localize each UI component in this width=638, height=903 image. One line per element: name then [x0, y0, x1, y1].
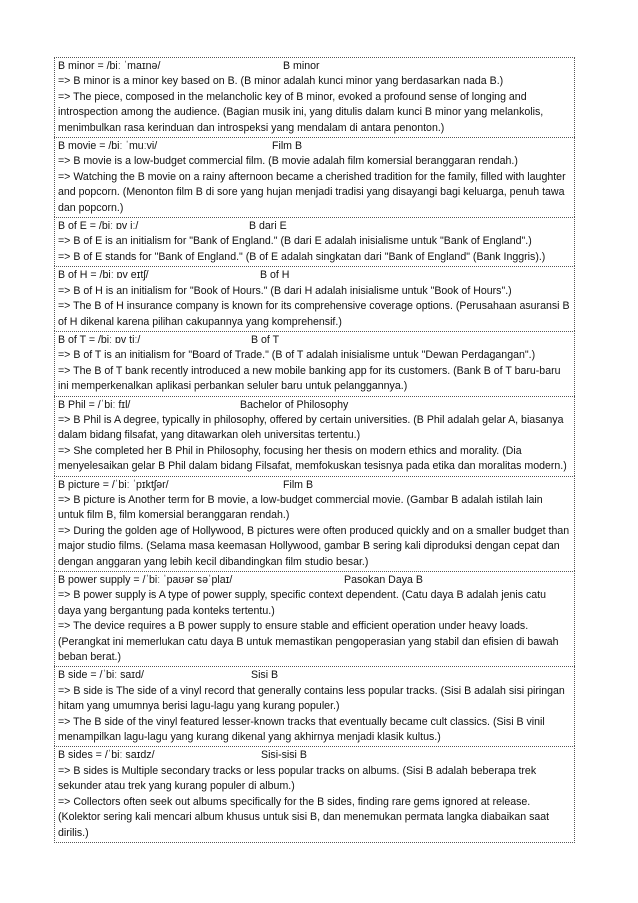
entry-example: => Watching the B movie on a rainy afternoon became a cherished tradition for the family, filled with laughter and popcorn. (Menonton film B di sore yang hujan menjadi tradisi yang disayangi bagi keluarga, penuh tawa dan popcorn.) [58, 170, 566, 214]
entry-term: B movie = /biː ˈmuːvi/ [58, 140, 158, 153]
entry-example: => The piece, composed in the melancholic key of B minor, evoked a profound sense of longing and introspection among the audience. (Bagian musik ini, yang ditulis dalam kunci B minor yang melankolis, menimbulkan rasa kerinduan dan introspeksi yang mendalam di antara penonton.) [58, 90, 544, 134]
entry-b-phil [54, 396, 575, 476]
entry-example: => B of E stands for "Bank of England." (B of E adalah singkatan dari "Bank of England" (Bank Inggris).) [58, 250, 546, 263]
entry-translation: Bachelor of Philosophy [240, 398, 349, 411]
entry-translation: B of T [251, 333, 280, 346]
entry-definition: => B of E is an initialism for "Bank of England." (B dari E adalah inisialisme untuk "Bank of England".) [58, 235, 532, 248]
entry-translation: Film B [283, 478, 314, 491]
entry-term: B side = /ˈbiː saɪd/ [58, 669, 144, 682]
entry-b-of-h [54, 266, 575, 331]
entry-b-sides [54, 746, 575, 842]
entry-definition: => B power supply is A type of power supply, specific context dependent. (Catu daya B adalah jenis catu daya yang bergantung pada konteks tertentu.) [58, 589, 546, 617]
entry-b-of-e [54, 217, 575, 266]
entry-example: => She completed her B Phil in Philosophy, focusing her thesis on modern ethics and morality. (Dia menyelesaikan gelar B Phil dalam bidang Filsafat, memfokuskan tesisnya pada etika dan moralitas modern.) [58, 444, 567, 473]
entry-translation: Pasokan Daya B [344, 574, 423, 586]
entry-example: => Collectors often seek out albums specifically for the B sides, finding rare gems ignored at release. (Kolektor sering kali mencari album khusus untuk sisi B, dan menemukan permata langka diabaikan saat dirilis.) [58, 795, 550, 839]
entry-b-side [54, 666, 575, 746]
entry-translation: B of H [260, 269, 290, 282]
entry-translation: Film B [272, 140, 303, 153]
entry-term: B minor = /biː ˈmaɪnə/ [58, 60, 161, 72]
entry-definition: => B sides is Multiple secondary tracks or less popular tracks on albums. (Sisi B adalah beberapa trek sekunder atau trek yang kurang populer di album.) [58, 764, 537, 793]
entry-b-movie [54, 137, 575, 217]
entry-definition: => B Phil is A degree, typically in philosophy, offered by certain universities. (B Phil adalah gelar A, biasanya dalam bidang filsafat, yang ditawarkan oleh universitas tertentu.) [58, 413, 564, 442]
entry-term: B sides = /ˈbiː saɪdz/ [58, 749, 155, 762]
entry-definition: => B movie is a low-budget commercial film. (B movie adalah film komersial beranggaran rendah.) [58, 155, 518, 168]
entry-term: B of E = /biː ɒv iː/ [58, 220, 139, 233]
entry-term: B Phil = /ˈbiː fɪl/ [58, 398, 131, 411]
entry-translation: B dari E [249, 220, 287, 233]
entry-definition: => B minor is a minor key based on B. (B minor adalah kunci minor yang berdasarkan nada B.) [58, 75, 504, 88]
entry-term: B power supply = /ˈbiː ˈpaʊər səˈplaɪ/ [58, 574, 233, 586]
entry-b-picture [54, 476, 575, 571]
entry-definition: => B of T is an initialism for "Board of Trade." (B of T adalah inisialisme untuk "Dewan Perdagangan".) [58, 349, 536, 362]
entry-translation: Sisi-sisi B [261, 749, 307, 762]
entry-term: B of H = /biː ɒv eɪtʃ/ [58, 269, 149, 282]
entry-b-of-t [54, 331, 575, 396]
entry-term: B of T = /biː ɒv tiː/ [58, 333, 141, 346]
entry-example: => The B of T bank recently introduced a new mobile banking app for its customers. (Bank B of T baru-baru ini memperkenalkan aplikasi perbankan seluler baru untuk pelanggannya.) [58, 364, 561, 393]
entry-b-minor [54, 57, 575, 137]
entry-example: => The device requires a B power supply to ensure stable and efficient operation under heavy loads. (Perangkat ini memerlukan catu daya B untuk memastikan pengoperasian yang stabil dan efisien di bawah beban berat.) [58, 620, 559, 664]
glossary-table [54, 57, 575, 843]
entry-b-power-supply [54, 571, 575, 666]
entry-term: B picture = /ˈbiː ˈpɪktʃər/ [58, 478, 169, 491]
entry-example: => The B of H insurance company is known for its comprehensive coverage options. (Perusahaan asuransi B of H dikenal karena pilihan cakupannya yang komprehensif.) [58, 300, 570, 328]
entry-definition: => B side is The side of a vinyl record that generally contains less popular tracks. (Sisi B adalah sisi piringan hitam yang umumnya berisi lagu-lagu yang kurang populer.) [58, 684, 565, 713]
entry-definition: => B of H is an initialism for "Book of Hours." (B dari H adalah inisialisme untuk "Book of Hours".) [58, 284, 512, 297]
entry-definition: => B picture is Another term for B movie, a low-budget commercial movie. (Gambar B adalah istilah lain untuk film B, film komersial beranggaran rendah.) [58, 493, 543, 522]
entry-example: => The B side of the vinyl featured lesser-known tracks that eventually became cult classics. (Sisi B vinil menampilkan lagu-lagu yang kurang dikenal yang akhirnya menjadi klasik kultus.) [58, 715, 545, 744]
entry-translation: B minor [283, 60, 320, 72]
entry-translation: Sisi B [251, 669, 279, 682]
entry-example: => During the golden age of Hollywood, B pictures were often produced quickly and on a smaller budget than major studio films. (Selama masa keemasan Hollywood, gambar B sering kali diproduksi dengan cepat dan dengan anggaran yang lebih kecil dibandingkan film studio besar.) [58, 524, 570, 568]
